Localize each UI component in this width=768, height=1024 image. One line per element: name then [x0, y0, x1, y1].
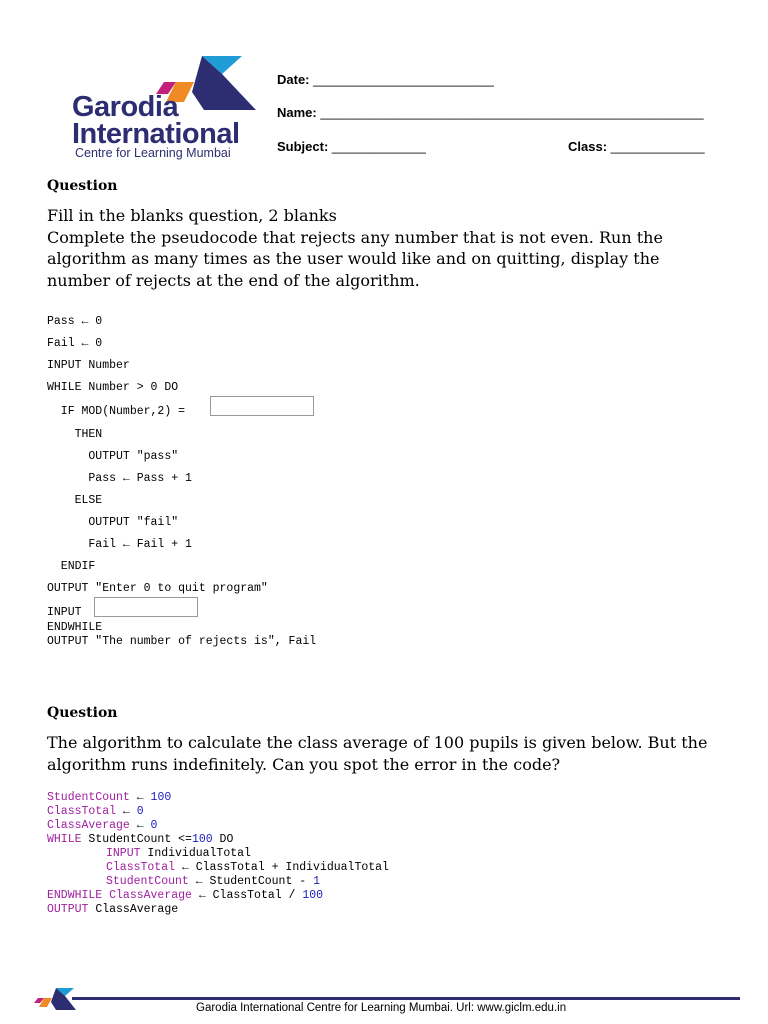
question-1-label: Question: [47, 178, 118, 194]
class-line: _____________: [610, 139, 705, 154]
code-line: ELSE: [47, 494, 103, 507]
code2-line: ClassAverage ← 0: [47, 819, 158, 832]
code-line: INPUT: [47, 606, 82, 619]
code2-line: INPUT IndividualTotal: [106, 847, 251, 860]
code-line: Pass ← 0: [47, 315, 103, 328]
code-line: ENDWHILE: [47, 621, 103, 634]
name-line: _____________________________________________________: [320, 105, 704, 120]
code-line: WHILE Number > 0 DO: [47, 381, 179, 394]
footer-text: Garodia International Centre for Learning Mumbai. Url: www.giclm.edu.in: [196, 1002, 567, 1014]
code2-line: OUTPUT ClassAverage: [47, 903, 179, 916]
code-line: IF MOD(Number,2) =: [47, 405, 186, 418]
question-1-text: [47, 205, 727, 291]
date-field[interactable]: [277, 72, 494, 87]
code-line: INPUT Number: [47, 359, 130, 372]
code2-line: ClassTotal ← ClassTotal + IndividualTotal: [106, 861, 389, 874]
subject-field[interactable]: [277, 139, 426, 154]
class-label: Class:: [568, 139, 608, 154]
code-line: ENDIF: [47, 560, 96, 573]
code-line: OUTPUT "Enter 0 to quit program": [47, 582, 268, 595]
logo-text-garodia: Garodia: [72, 91, 179, 123]
code2-line: StudentCount ← StudentCount - 1: [106, 875, 320, 888]
code-line: OUTPUT "pass": [47, 450, 179, 463]
code-line: THEN: [47, 428, 103, 441]
code-line: Fail ← Fail + 1: [47, 538, 192, 551]
code2-line: ENDWHILE ClassAverage ← ClassTotal / 100: [47, 889, 324, 902]
subject-label: Subject:: [277, 139, 329, 154]
class-field[interactable]: [568, 139, 705, 154]
code2-line: StudentCount ← 100: [47, 791, 172, 804]
code-line: Fail ← 0: [47, 337, 103, 350]
question-1-line2: Complete the pseudocode that rejects any number that is not even. Run the algorithm as many times as the user would like and on quitting, display the number of rejects at the end of the algorithm.: [47, 227, 663, 290]
code-line: OUTPUT "fail": [47, 516, 179, 529]
blank-answer-2[interactable]: [94, 597, 198, 617]
code-line: Pass ← Pass + 1: [47, 472, 192, 485]
subject-line: _____________: [331, 139, 426, 154]
blank-answer-1[interactable]: [210, 396, 314, 416]
question-2-text: The algorithm to calculate the class average of 100 pupils is given below. But the algorithm runs indefinitely. Can you spot the error in the code?: [47, 733, 708, 774]
footer-divider: [72, 997, 740, 1000]
date-label: Date:: [277, 72, 310, 87]
code2-line: WHILE StudentCount <=100 DO: [47, 833, 234, 846]
name-label: Name:: [277, 105, 317, 120]
code2-line: ClassTotal ← 0: [47, 805, 144, 818]
logo-tagline: Centre for Learning Mumbai: [75, 146, 231, 160]
name-field[interactable]: [277, 105, 704, 120]
date-line: _________________________: [313, 72, 494, 87]
logo-text-international: International: [72, 118, 240, 150]
question-2-label: Question: [47, 705, 118, 721]
code-line: OUTPUT "The number of rejects is", Fail: [47, 635, 317, 648]
question-1-line1: Fill in the blanks question, 2 blanks: [47, 206, 337, 225]
